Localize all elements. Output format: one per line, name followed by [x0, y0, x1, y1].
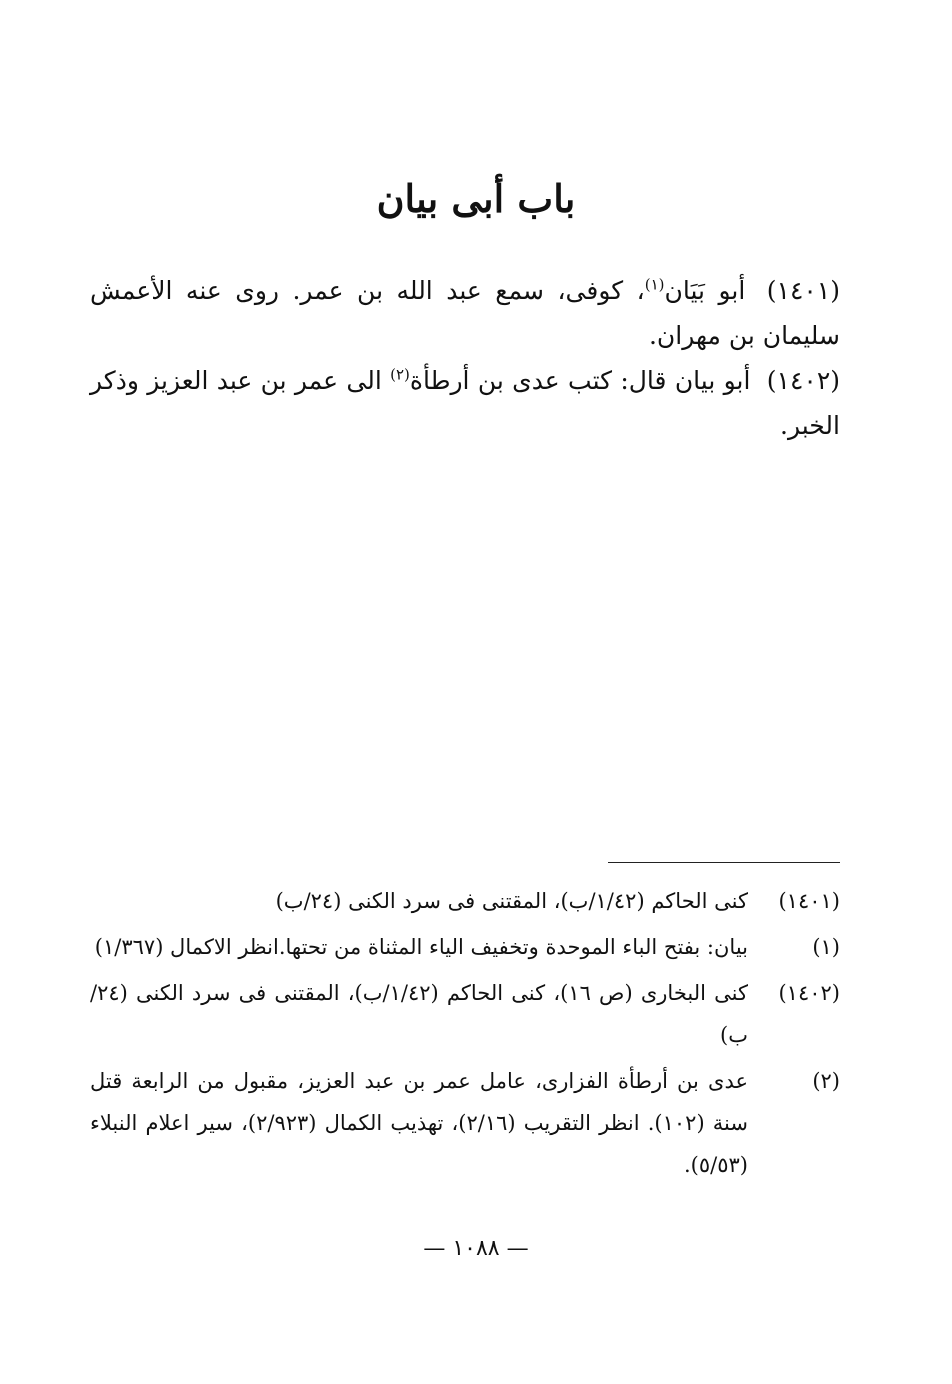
footnote-label: (٢): [812, 1069, 840, 1093]
footnote-reference: (٢): [390, 365, 410, 384]
entry-text: أبو بيان قال: كتب عدى بن أرطأة: [409, 366, 751, 395]
footnote: [90, 880, 840, 922]
footnote-text: كنى البخارى (ص ١٦)، كنى الحاكم (١/٤٢/ب)، المقتنى فى سرد الكنى (٢٤/ب): [90, 981, 748, 1047]
footnote: [90, 1060, 840, 1186]
entry-text: أبو بَيَان: [664, 276, 746, 305]
footnote-label: (١٤٠٢): [778, 981, 840, 1005]
footnote-label: (١٤٠١): [778, 889, 840, 913]
footnote: [90, 972, 840, 1056]
footnote-reference: (١): [644, 275, 665, 294]
footnote-separator: [608, 862, 840, 863]
entry-text: ، كوفى، سمع عبد الله بن عمر. روى عنه الأعمش سليمان بن مهران.: [90, 276, 840, 350]
entry-text: الى عمر بن عبد العزيز وذكر الخبر.: [90, 366, 840, 440]
footnote-text: بيان: بفتح الباء الموحدة وتخفيف الياء المثناة من تحتها.انظر الاكمال (١/٣٦٧): [94, 935, 748, 959]
footnotes: [90, 880, 840, 1190]
page-number: — ١٠٨٨ —: [423, 1236, 529, 1261]
entry-number: (١٤٠٢): [766, 366, 841, 395]
entry-1401: [90, 268, 840, 358]
main-text: [90, 268, 840, 448]
entry-number: (١٤٠١): [766, 276, 840, 305]
footnote-text: عدى بن أرطأة الفزارى، عامل عمر بن عبد العزيز، مقبول من الرابعة قتل سنة (١٠٢). انظر التقريب (٢/١٦)، تهذيب الكمال (٢/٩٢٣)، سير اعلام النبلاء (٥/٥٣).: [90, 1069, 748, 1177]
chapter-title: باب أبى بيان: [376, 176, 576, 221]
entry-1402: [90, 358, 840, 448]
footnote: [90, 926, 840, 968]
footnote-text: كنى الحاكم (١/٤٢/ب)، المقتنى فى سرد الكنى (٢٤/ب): [275, 889, 748, 913]
footnote-label: (١): [812, 935, 840, 959]
